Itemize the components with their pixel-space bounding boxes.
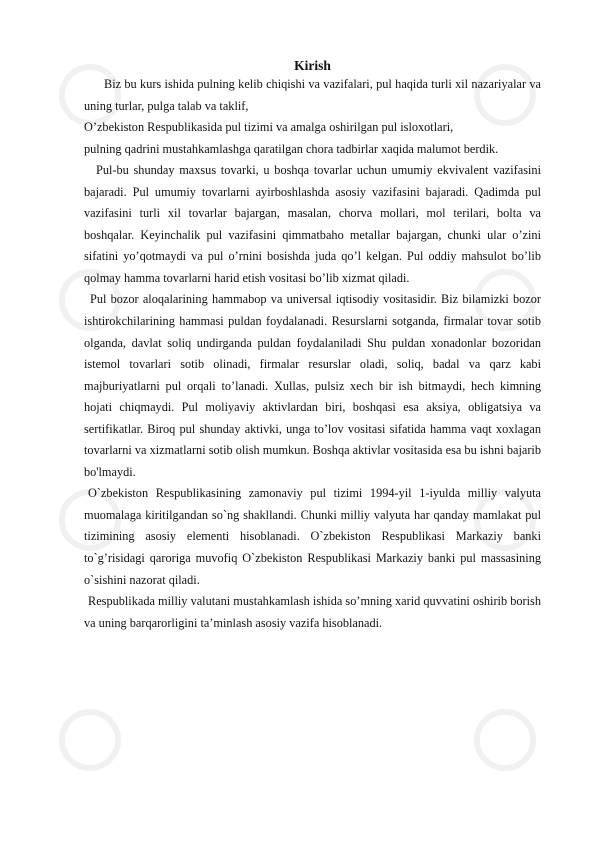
paragraph-milliy-valuta: Respublikada milliy valutani mustahkamlash ishida so’mning xarid quvvatini oshirib borish va uning barqarorligini ta’minlash asosiy vazifa hisoblanadi. — [84, 594, 541, 630]
paragraph-bozor-aloqalari: Pul bozor aloqalarining hammabop va universal iqtisodiy vositasidir. Biz bilamizki bozor ishtirokchilarining hammasi puldan foydalanadi. Resurslarni sotganda, firmalar tovar sotib olganda, davlat soliq undirganda puldan foydalaniladi Shu puldan xonadonlar bozoridan istemol tovarlari sotib olinadi, firmalar resurslar oladi, soliq, badal va qarz kabi majburiyatlarni pul orqali to’lanadi. Xullas, pulsiz xech bir ish bitmaydi, hech kimning hojati chiqmaydi. Pul moliyaviy aktivlardan biri, boshqasi esa aksiya, obligatsiya va sertifikatlar. Biroq pul shunday aktivki, unga to’lov vositasi sifatida hamma vaqt xoxlagan tovarlarni va xizmatlarni sotib olish mumkun. Boshqa aktivlar vositasida esa bu ishni bajarib bo'lmaydi. — [84, 292, 541, 479]
intro-paragraph: Biz bu kurs ishida pulning kelib chiqishi va vazifalari, pul haqida turli xil nazariyalar va uning turlar, pulga talab va taklif, — [84, 77, 541, 113]
paragraph-pul-tizimi: O’zbekiston Respublikasida pul tizimi va amalga oshirilgan pul isloxotlari, — [84, 120, 454, 135]
paragraph-pul-tizimi-1994: O`zbekiston Respublikasining zamonaviy pul tizimi 1994-yil 1-iyulda milliy valyuta muomalaga kiritilgandan so`ng shakllandi. Chunki milliy valyuta har qanday mamlakat pul tizimining asosiy elementi hisoblanadi. O`zbekiston Respublikasi Markaziy banki to`g’risidagi qaroriga muvofiq O`zbekiston Respublikasi Markaziy banki pul massasining o`sishini nazorat qiladi. — [84, 486, 541, 587]
document-page — [84, 58, 541, 634]
paragraph-chora-tadbirlar: pulning qadrini mustahkamlashga qaratilgan chora tadbirlar xaqida malumot berdik. — [84, 141, 499, 156]
paragraph-pul-tovar: Pul-bu shunday maxsus tovarki, u boshqa tovarlar uchun umumiy ekvivalent vazifasini bajaradi. Pul umumiy tovarlarni ayirboshlashda asosiy vazifasini bajaradi. Qadimda pul vazifasini turli xil tovarlar bajargan, masalan, chorva mollari, mol terilari, bolta va boshqalar. Keyinchalik pul vazifasini qimmatbaho metallar bajargan, chunki ular o’zini sifatini yo’qotmaydi va pul o’rnini bosishda juda qo’l kelgan. Pul oddiy mahsulot bo’lib qolmay hamma tovarlarni harid etish vositasi bo’lib xizmat qiladi. — [84, 163, 541, 285]
document-title: Kirish — [294, 58, 331, 73]
